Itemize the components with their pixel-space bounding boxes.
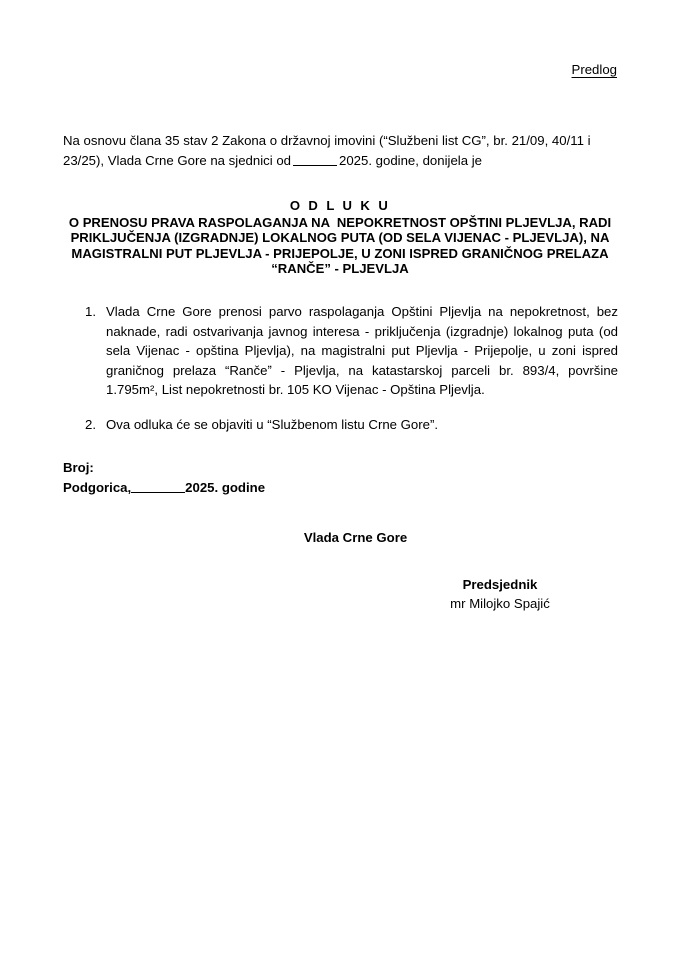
signatory-title: Predsjednik bbox=[462, 577, 538, 592]
signatory-name: mr Milojko Spajić bbox=[450, 596, 550, 611]
government-name bbox=[0, 528, 679, 547]
podgorica-label: Podgorica, bbox=[63, 479, 132, 495]
decision-title-block bbox=[58, 198, 622, 277]
legal-basis-text-before: Na osnovu člana 35 stav 2 Zakona o državnoj imovini (“Službeni list CG”, br. 21/09, 40/11 i 23/25), Vlada Crne Gore na sjednici od bbox=[63, 133, 591, 168]
page-title: O PRENOSU PRAVA RASPOLAGANJA NA NEPOKRETNOST OPŠTINI PLJEVLJA, RADI PRIKLJUČENJA (IZGRADNJE) LOKALNOG PUTA (OD SELA VIJENAC - PLJEVLJA), NA MAGISTRALNI PUT PLJEVLJA - PRIJEPOLJE, U ZONI ISPRED GRANIČNOG PRELAZA “RANČE” - PLJEVLJA bbox=[68, 214, 615, 277]
legal-basis-text-after: 2025. godine, donijela je bbox=[339, 152, 482, 168]
list-item-text: Vlada Crne Gore prenosi parvo raspolaganja Opštini Pljevlja na nepokretnost, bez naknade, radi ostvarivanja javnog interesa - priključenja (izgradnje) lokalnog puta (od sela Vijenac - opština Pljevlja), na magistralni put Pljevlja - Prijepolje, u zoni ispred graničnog prelaza “Rančeˮ - Pljevlja, na katastarskoj parceli br. 893/4, površine 1.795m², List nepokretnosti br. 105 KO Vijenac - Opština Pljevlja. bbox=[106, 304, 618, 397]
list-item bbox=[85, 415, 618, 435]
date-blank-field[interactable] bbox=[293, 165, 337, 166]
broj-label: Broj: bbox=[63, 460, 94, 475]
podgorica-year-text: 2025. godine bbox=[185, 479, 266, 495]
legal-basis-paragraph bbox=[63, 131, 617, 170]
decision-items-list bbox=[85, 302, 618, 434]
header-row bbox=[63, 61, 617, 79]
predlog-label: Predlog bbox=[571, 62, 617, 77]
list-item-number: 2. bbox=[85, 416, 96, 432]
list-item bbox=[85, 302, 618, 400]
list-item-text: Ova odluka će se objaviti u “Službenom listu Crne Gore”. bbox=[106, 416, 439, 432]
podgorica-line bbox=[63, 478, 265, 498]
reference-block bbox=[63, 458, 265, 497]
government-name-text: Vlada Crne Gore bbox=[303, 530, 408, 545]
decision-kicker: O D L U K U bbox=[289, 198, 391, 213]
podgorica-date-blank-field[interactable] bbox=[131, 492, 185, 493]
list-item-number: 1. bbox=[85, 304, 96, 319]
signature-block bbox=[380, 575, 620, 613]
